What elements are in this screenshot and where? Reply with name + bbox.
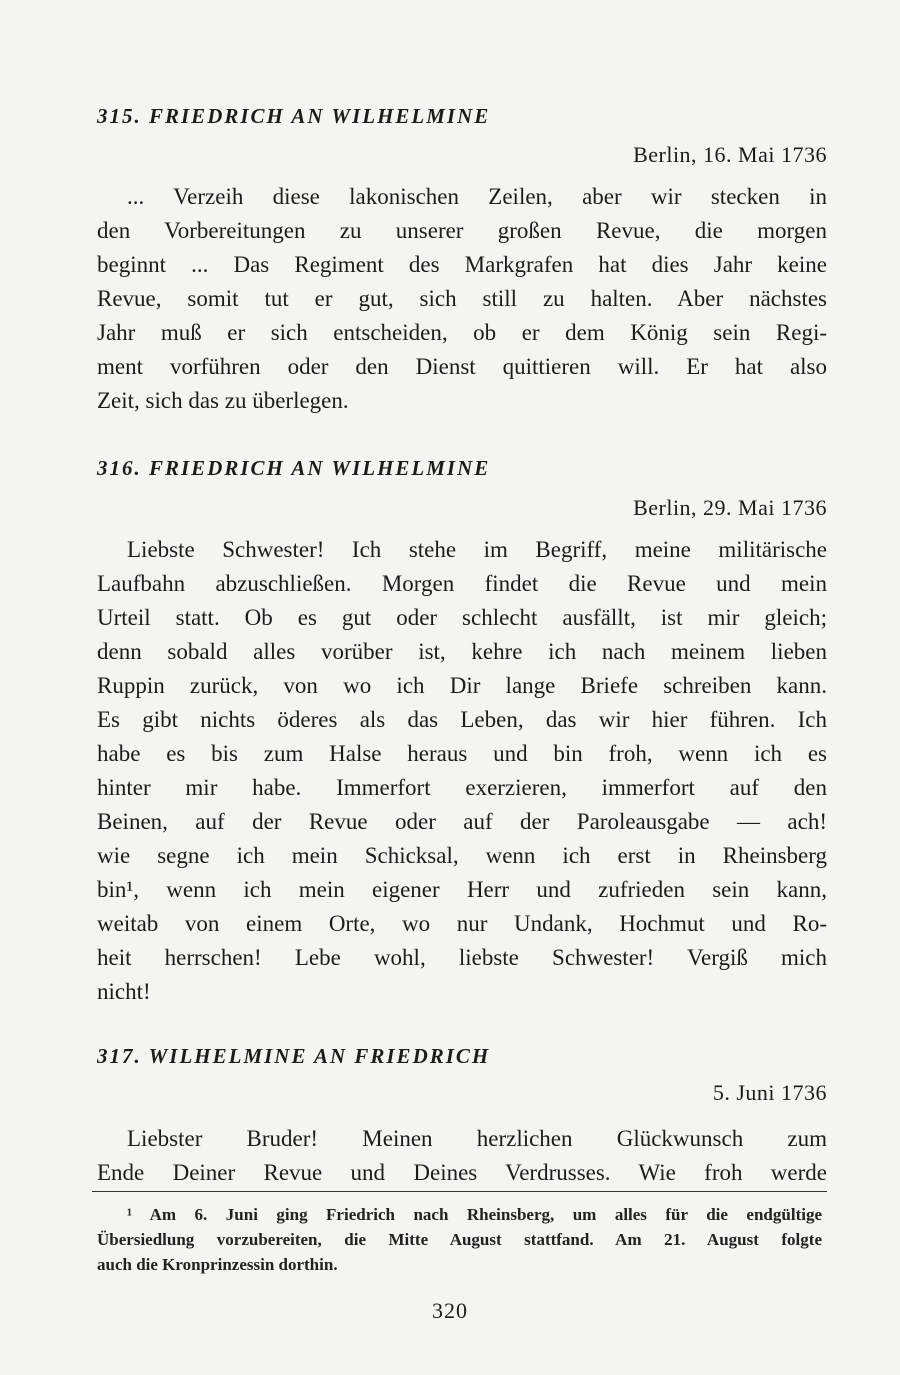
text-line: hinter mir habe. Immerfort exerzieren, immerfort auf den [97, 775, 827, 800]
letter-316-date: Berlin, 29. Mai 1736 [633, 495, 827, 520]
text-line: Urteil statt. Ob es gut oder schlecht ausfällt, ist mir gleich; [97, 605, 827, 630]
text-line: Ende Deiner Revue und Deines Verdrusses. Wie froh werde [97, 1160, 827, 1185]
footnote-divider [92, 1191, 827, 1192]
text-line: denn sobald alles vorüber ist, kehre ich nach meinem lieben [97, 639, 827, 664]
text-line: beginnt ... Das Regiment des Markgrafen hat dies Jahr keine [97, 252, 827, 277]
text-line: heit herrschen! Lebe wohl, liebste Schwester! Vergiß mich [97, 945, 827, 970]
text-line: Beinen, auf der Revue oder auf der Paroleausgabe — ach! [97, 809, 827, 834]
text-line: ¹ Am 6. Juni ging Friedrich nach Rheinsberg, um alles für die endgültige [127, 1205, 822, 1224]
letter-315-body [97, 180, 827, 418]
text-line: habe es bis zum Halse heraus und bin froh, wenn ich es [97, 741, 827, 766]
letter-315-heading: 315. FRIEDRICH AN WILHELMINE [97, 104, 491, 128]
letter-316-heading: 316. FRIEDRICH AN WILHELMINE [97, 456, 491, 480]
text-line: ment vorführen oder den Dienst quittieren will. Er hat also [97, 354, 827, 379]
text-line: den Vorbereitungen zu unserer großen Revue, die morgen [97, 218, 827, 243]
letter-315-date: Berlin, 16. Mai 1736 [633, 142, 827, 167]
letter-317-body [97, 1122, 827, 1190]
letter-316-body [97, 533, 827, 1009]
footnote [97, 1202, 822, 1277]
letter-317-heading: 317. WILHELMINE AN FRIEDRICH [97, 1044, 491, 1068]
text-line: weitab von einem Orte, wo nur Undank, Hochmut und Ro- [97, 911, 827, 936]
text-line: wie segne ich mein Schicksal, wenn ich erst in Rheinsberg [97, 843, 827, 868]
text-line: ... Verzeih diese lakonischen Zeilen, aber wir stecken in [127, 184, 827, 209]
text-line: Liebste Schwester! Ich stehe im Begriff, meine militärische [127, 537, 827, 562]
letter-317-date: 5. Juni 1736 [712, 1080, 827, 1105]
text-line: Jahr muß er sich entscheiden, ob er dem König sein Regi- [97, 320, 827, 345]
text-line: Ruppin zurück, von wo ich Dir lange Briefe schreiben kann. [97, 673, 827, 698]
text-line: Übersiedlung vorzubereiten, die Mitte August stattfand. Am 21. August folgte [97, 1230, 822, 1249]
text-line: bin¹, wenn ich mein eigener Herr und zufrieden sein kann, [97, 877, 827, 902]
text-line: Es gibt nichts öderes als das Leben, das wir hier führen. Ich [97, 707, 827, 732]
page-number: 320 [432, 1298, 468, 1323]
text-line: Laufbahn abzuschließen. Morgen findet die Revue und mein [97, 571, 827, 596]
text-line: nicht! [97, 979, 151, 1004]
text-line: Zeit, sich das zu überlegen. [97, 388, 349, 413]
text-line: auch die Kronprinzessin dorthin. [97, 1255, 338, 1274]
text-line: Revue, somit tut er gut, sich still zu halten. Aber nächstes [97, 286, 827, 311]
text-line: Liebster Bruder! Meinen herzlichen Glückwunsch zum [127, 1126, 827, 1151]
